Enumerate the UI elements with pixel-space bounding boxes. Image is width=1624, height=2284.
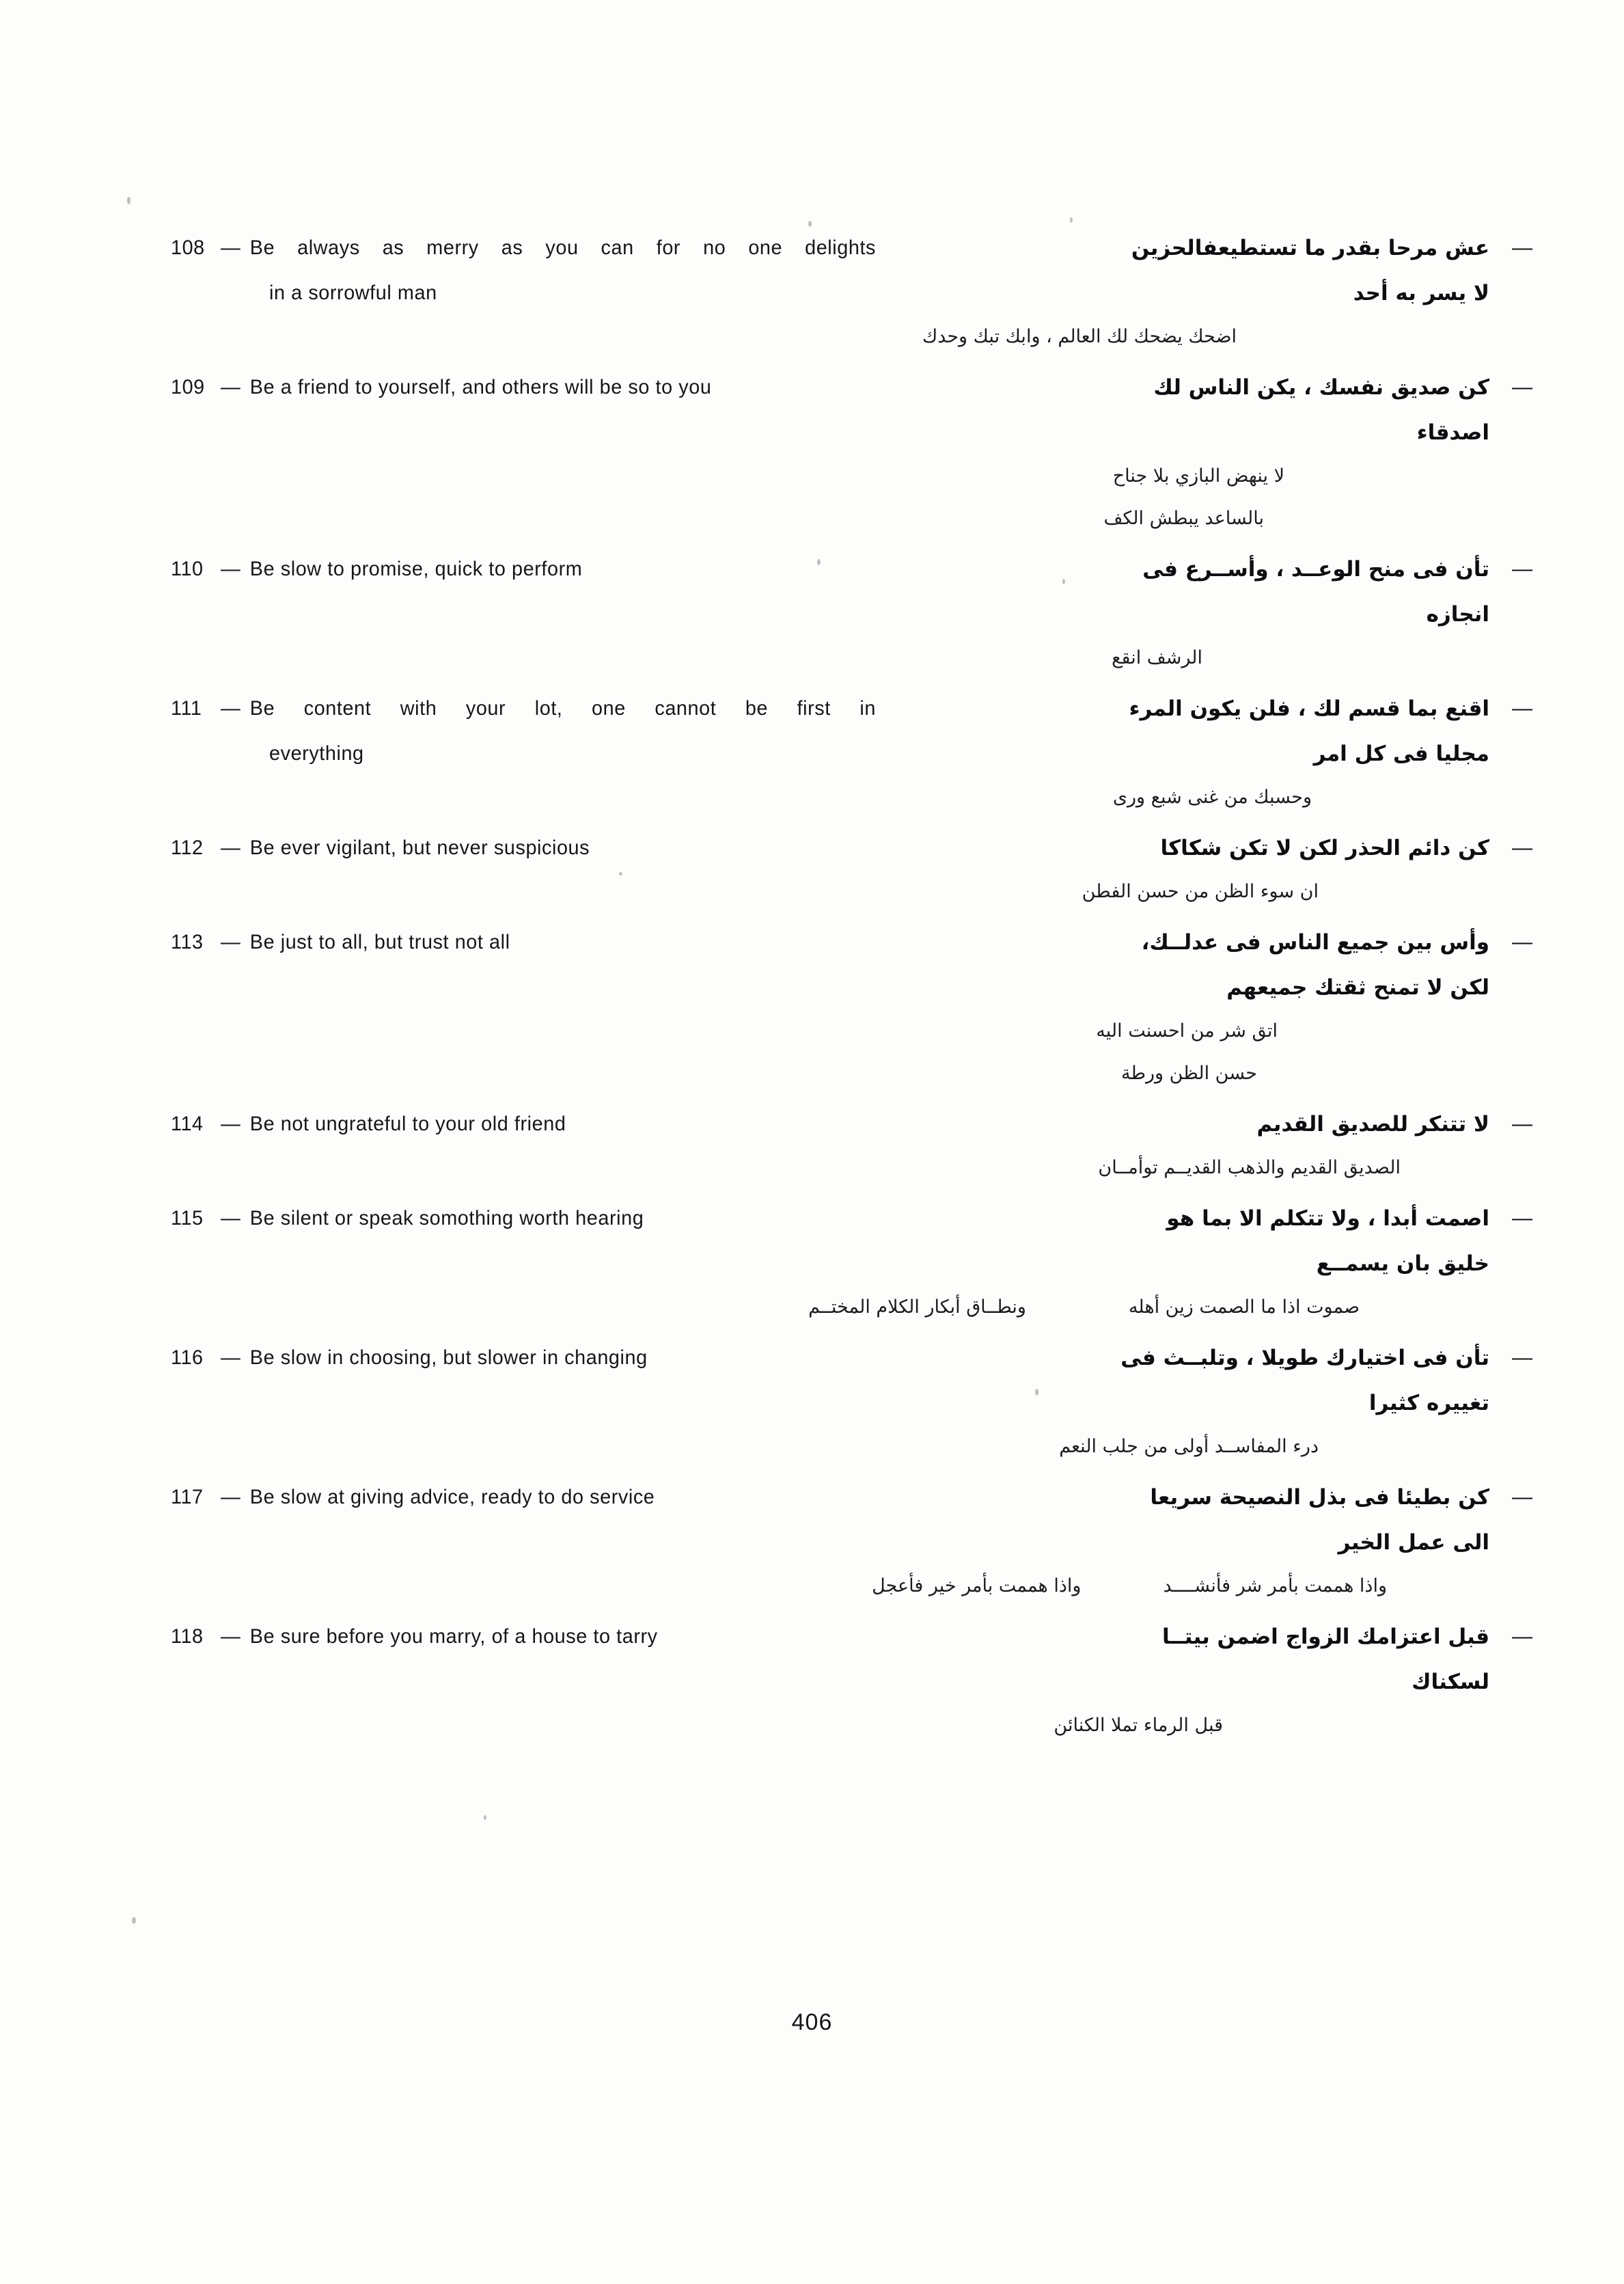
arabic-proverb xyxy=(171,455,1489,498)
arabic-proverb-text: حسن الظن ورطة xyxy=(1121,1063,1257,1084)
arabic-lead-dash: — xyxy=(1512,1486,1532,1508)
entry-row xyxy=(171,547,1532,637)
arabic-line: خليق بان يسمــع xyxy=(1316,1251,1489,1276)
entry-dash: — xyxy=(220,697,241,720)
entry-number: 110 xyxy=(171,558,204,580)
arabic-proverb-text: درء المفاســد أولى من جلب النعم xyxy=(1059,1436,1319,1457)
english-text: Be sure before you marry, of a house to tarry xyxy=(249,1625,658,1648)
english-column xyxy=(171,686,916,776)
arabic-proverb xyxy=(171,637,1489,679)
entry-111 xyxy=(171,686,1532,819)
arabic-proverb xyxy=(171,1052,1489,1095)
entry-114 xyxy=(171,1102,1532,1189)
arabic-lead-dash: — xyxy=(1512,837,1532,859)
arabic-line: كن صديق نفسك ، يكن الناس لك xyxy=(1153,375,1489,400)
entry-dash: — xyxy=(220,376,241,398)
scan-speck xyxy=(1070,217,1073,223)
english-line xyxy=(171,1196,885,1241)
arabic-proverb xyxy=(171,1010,1489,1052)
arabic-line: انجازه xyxy=(1426,602,1489,627)
arabic-proverb-pair xyxy=(171,1565,1489,1607)
english-column xyxy=(171,226,916,316)
english-column xyxy=(171,826,916,871)
entry-number: 115 xyxy=(171,1207,204,1229)
arabic-line: الى عمل الخير xyxy=(1338,1530,1489,1555)
english-line xyxy=(171,547,885,592)
entry-row xyxy=(171,1102,1532,1147)
arabic-line: لا يسر به أحد xyxy=(1353,281,1489,305)
scan-speck xyxy=(484,1815,486,1820)
entry-113 xyxy=(171,920,1532,1095)
arabic-line: اصمت أبدا ، ولا تتكلم الا بما هو xyxy=(1166,1206,1489,1231)
arabic-proverb-text: صموت اذا ما الصمت زين أهله xyxy=(1128,1296,1360,1318)
entry-row xyxy=(171,686,1532,776)
arabic-lead-dash: — xyxy=(1512,931,1532,953)
entry-dash: — xyxy=(220,1346,241,1369)
arabic-line: تأن فى منح الوعــد ، وأســرع فى xyxy=(1142,557,1489,582)
arabic-column xyxy=(970,365,1532,455)
arabic-column xyxy=(970,1335,1532,1426)
arabic-line: كن بطيئا فى بذل النصيحة سريعا xyxy=(1150,1485,1489,1510)
scan-speck xyxy=(132,1917,136,1924)
english-column xyxy=(171,1102,916,1147)
arabic-line: وأس بين جميع الناس فى عدلــك، xyxy=(1141,930,1489,955)
english-line: everything xyxy=(269,742,364,765)
english-column xyxy=(171,1475,916,1520)
arabic-proverb-text: وحسبك من غنى شبع ورى xyxy=(1112,787,1312,808)
english-text: Be ever vigilant, but never suspicious xyxy=(249,837,590,859)
arabic-line: اقنع بما قسم لك ، فلن يكون المرء xyxy=(1129,696,1489,721)
entry-row xyxy=(171,1475,1532,1565)
entry-row xyxy=(171,365,1532,455)
arabic-proverb xyxy=(171,316,1489,358)
arabic-lead-dash: — xyxy=(1512,697,1532,720)
english-line xyxy=(171,920,885,965)
entry-dash: — xyxy=(220,558,241,580)
entry-dash: — xyxy=(220,1486,241,1508)
english-text: Be content with your lot, one cannot be first in xyxy=(249,697,876,720)
entry-117 xyxy=(171,1475,1532,1607)
english-line xyxy=(171,826,885,871)
arabic-lead-dash: — xyxy=(1512,1207,1532,1229)
arabic-proverb-text: الصديق القديم والذهب القديــم توأمــان xyxy=(1098,1157,1401,1178)
entry-row xyxy=(171,826,1532,871)
english-column xyxy=(171,1614,916,1659)
arabic-proverb-text: ان سوء الظن من حسن الفطن xyxy=(1082,881,1319,902)
arabic-proverb-text: قبل الرماء تملا الكنائن xyxy=(1054,1715,1223,1736)
arabic-column xyxy=(970,1475,1532,1565)
english-column xyxy=(171,920,916,965)
arabic-column xyxy=(970,226,1532,316)
entry-row xyxy=(171,1335,1532,1426)
entry-number: 112 xyxy=(171,837,204,859)
english-text: Be silent or speak somothing worth hearing xyxy=(249,1207,644,1229)
arabic-lead-dash: — xyxy=(1512,1113,1532,1135)
entry-109 xyxy=(171,365,1532,540)
arabic-column xyxy=(970,920,1532,1010)
entry-row xyxy=(171,226,1532,316)
arabic-line: قبل اعتزامك الزواج اضمن بيتــا xyxy=(1161,1624,1489,1649)
english-column xyxy=(171,365,916,410)
entry-118 xyxy=(171,1614,1532,1747)
entry-row xyxy=(171,1196,1532,1286)
entry-row xyxy=(171,1614,1532,1704)
arabic-proverb-text: لا ينهض البازي بلا جناح xyxy=(1112,465,1284,487)
english-text: Be slow at giving advice, ready to do service xyxy=(249,1486,655,1508)
proverb-list xyxy=(171,226,1532,1754)
english-line xyxy=(171,1102,885,1147)
arabic-proverb-text: اتق شر من احسنت اليه xyxy=(1096,1020,1278,1042)
arabic-proverb-text: الرشف انقع xyxy=(1112,647,1202,668)
arabic-column xyxy=(970,547,1532,637)
english-column xyxy=(171,1196,916,1241)
entry-number: 109 xyxy=(171,376,205,398)
arabic-proverb-text: واذا هممت بأمر شر فأنشــــد xyxy=(1163,1575,1387,1596)
entry-number: 114 xyxy=(171,1113,204,1135)
entry-number: 116 xyxy=(171,1346,204,1369)
english-line xyxy=(171,1475,885,1520)
entry-number: 117 xyxy=(171,1486,204,1508)
arabic-proverb-text: اضحك يضحك لك العالم ، وابك تبك وحدك xyxy=(922,326,1237,347)
arabic-lead-dash: — xyxy=(1512,1625,1532,1648)
arabic-line: لسكناك xyxy=(1412,1670,1489,1694)
entry-dash: — xyxy=(220,236,241,259)
entry-dash: — xyxy=(220,1625,241,1648)
arabic-proverb-pair xyxy=(171,1286,1489,1329)
arabic-lead-dash: — xyxy=(1512,558,1532,580)
entry-number: 118 xyxy=(171,1625,204,1648)
arabic-lead-dash: — xyxy=(1512,376,1532,398)
arabic-proverb xyxy=(171,1147,1489,1189)
arabic-line: تأن فى اختيارك طويلا ، وتلبــث فى xyxy=(1120,1346,1489,1370)
entry-dash: — xyxy=(220,1207,241,1229)
arabic-column xyxy=(970,1614,1532,1704)
entry-number: 113 xyxy=(171,931,204,953)
arabic-proverb xyxy=(171,871,1489,913)
entry-dash: — xyxy=(220,1113,241,1135)
english-column xyxy=(171,547,916,592)
entry-row xyxy=(171,920,1532,1010)
arabic-proverb-text: بالساعد يبطش الكف xyxy=(1103,508,1264,529)
entry-dash: — xyxy=(220,931,241,953)
entry-108 xyxy=(171,226,1532,358)
arabic-proverb-text: واذا هممت بأمر خير فأعجل xyxy=(872,1575,1082,1596)
english-line xyxy=(171,226,876,271)
english-text: Be not ungrateful to your old friend xyxy=(249,1113,566,1135)
entry-115 xyxy=(171,1196,1532,1329)
arabic-column xyxy=(970,1102,1532,1147)
page-number: 406 xyxy=(791,2009,833,2035)
english-line xyxy=(171,686,876,731)
entry-110 xyxy=(171,547,1532,679)
arabic-proverb xyxy=(171,776,1489,819)
arabic-column xyxy=(970,1196,1532,1286)
arabic-lead-dash: — xyxy=(1512,236,1532,259)
arabic-line: عش مرحا بقدر ما تستطيعفالحزين xyxy=(1131,236,1489,260)
english-text: Be just to all, but trust not all xyxy=(249,931,510,953)
arabic-proverb xyxy=(171,1426,1489,1468)
english-line xyxy=(171,1335,885,1381)
arabic-line: اصدقاء xyxy=(1416,420,1489,445)
arabic-proverb xyxy=(171,498,1489,540)
arabic-column xyxy=(970,826,1532,871)
arabic-line: تغييره كثيرا xyxy=(1368,1391,1489,1415)
arabic-proverb-text: ونطــاق أبكار الكلام المختــم xyxy=(808,1296,1026,1318)
arabic-line: كن دائم الحذر لكن لا تكن شكاكا xyxy=(1160,836,1489,860)
entry-dash: — xyxy=(220,837,241,859)
scan-speck xyxy=(127,197,130,204)
entry-112 xyxy=(171,826,1532,913)
arabic-column xyxy=(970,686,1532,776)
arabic-lead-dash: — xyxy=(1512,1346,1532,1369)
english-text: Be slow to promise, quick to perform xyxy=(249,558,583,580)
english-line: in a sorrowful man xyxy=(269,282,437,304)
arabic-proverb xyxy=(171,1704,1489,1747)
entry-number: 108 xyxy=(171,236,205,259)
english-line xyxy=(171,365,885,410)
english-line xyxy=(171,1614,885,1659)
entry-116 xyxy=(171,1335,1532,1468)
english-column xyxy=(171,1335,916,1381)
arabic-line: مجليا فى كل امر xyxy=(1313,742,1489,766)
entry-number: 111 xyxy=(171,697,202,720)
arabic-line: لا تتنكر للصديق القديم xyxy=(1256,1112,1489,1137)
english-text: Be a friend to yourself, and others will be so to you xyxy=(249,376,712,398)
english-text: Be slow in choosing, but slower in changing xyxy=(249,1346,648,1369)
arabic-line: لكن لا تمنح ثقتك جميعهم xyxy=(1226,975,1489,1000)
english-text: Be always as merry as you can for no one delights xyxy=(249,236,876,259)
